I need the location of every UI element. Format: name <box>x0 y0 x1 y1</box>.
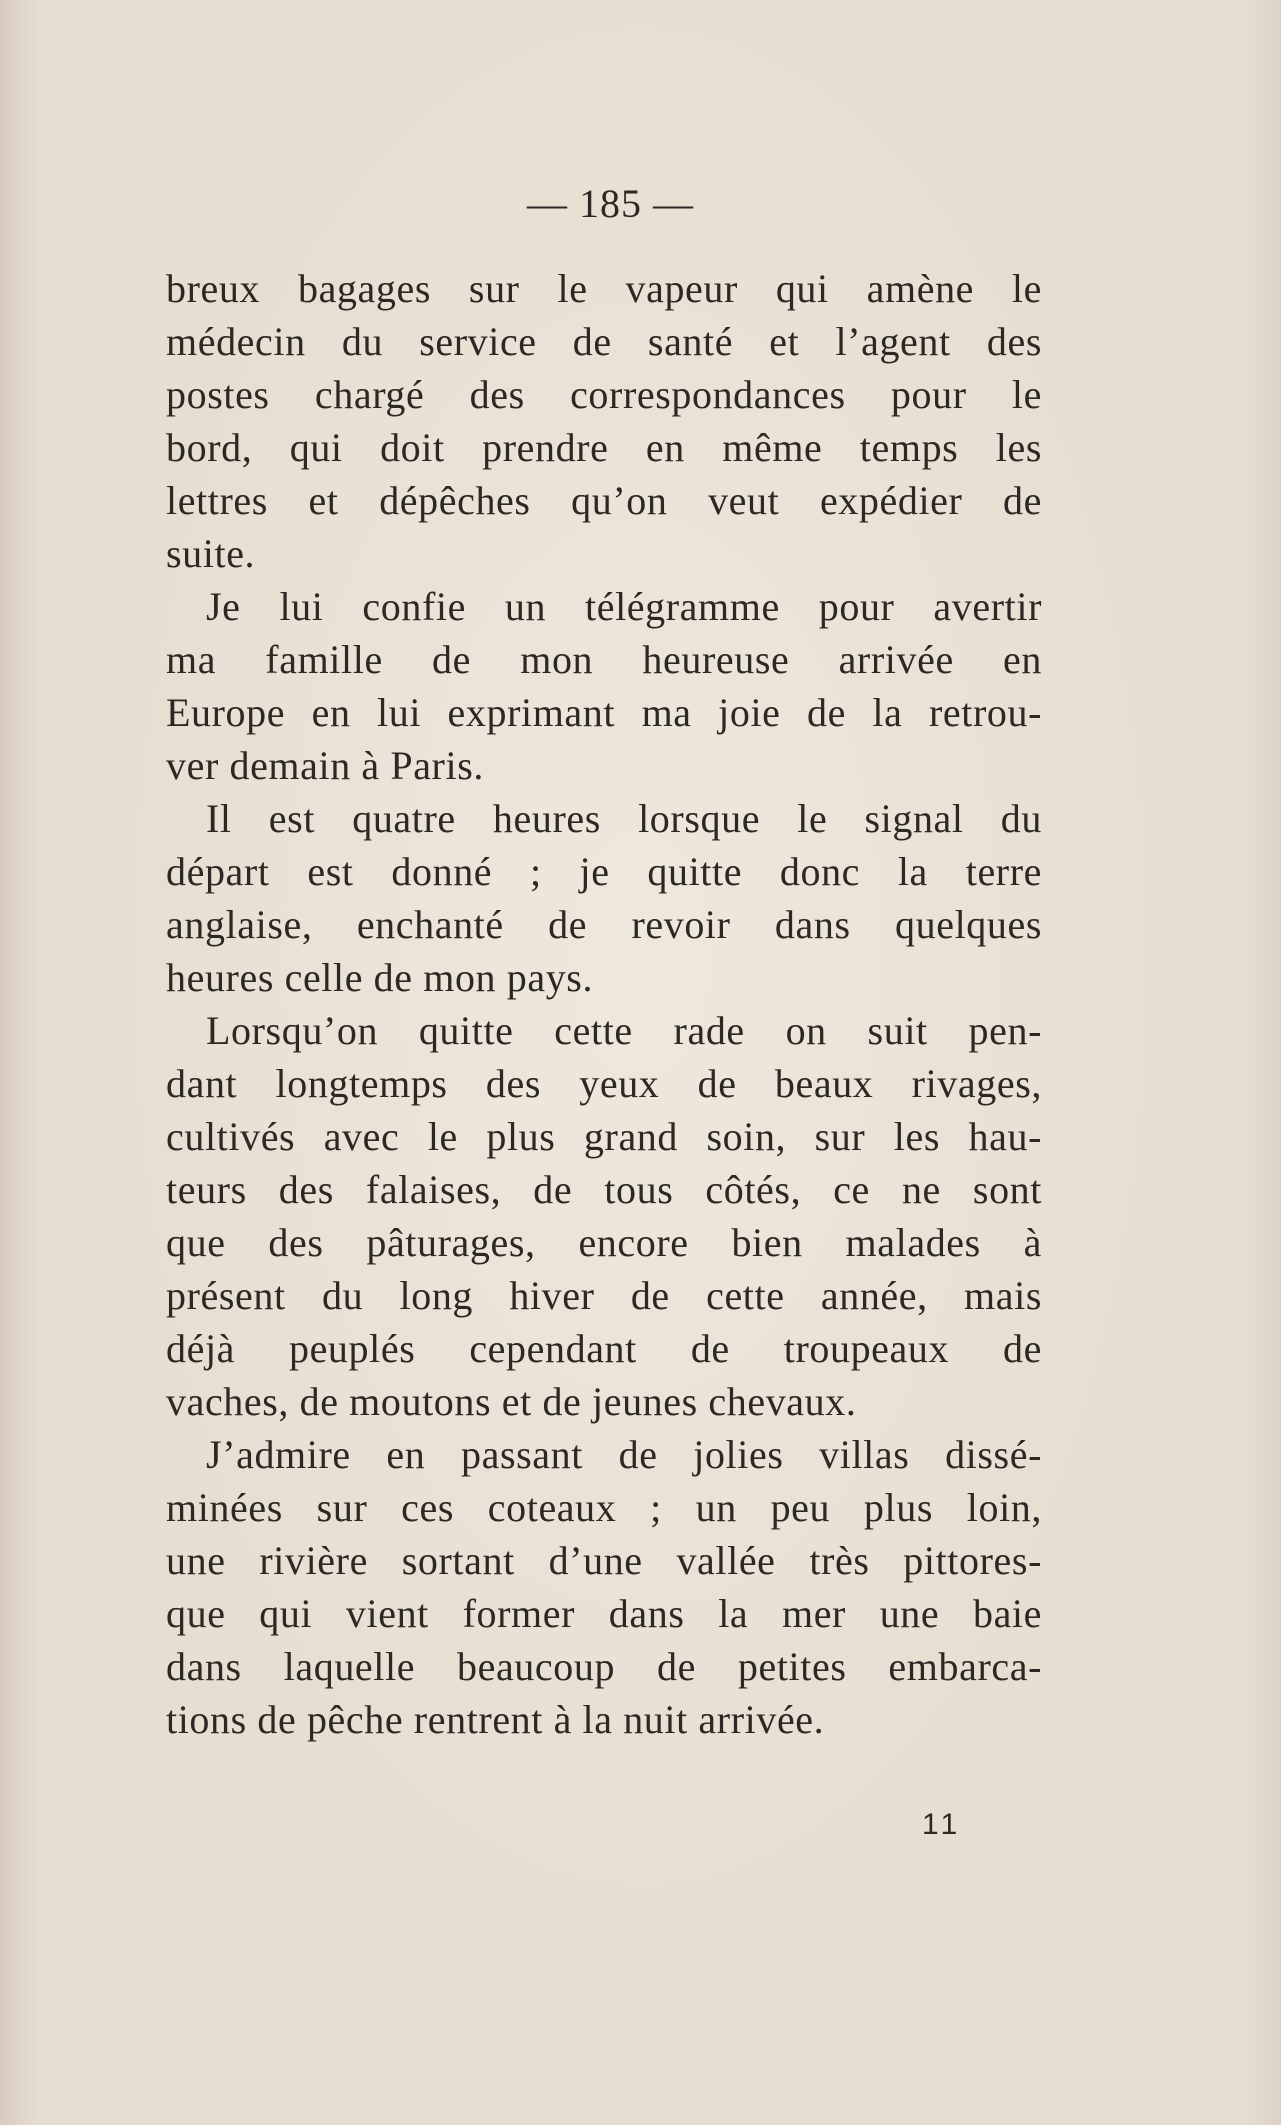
text-line: médecin du service de santé et l’agent des <box>166 319 1042 364</box>
paragraph <box>166 1004 1042 1428</box>
text-line: Lorsqu’on quitte cette rade on suit pen- <box>206 1008 1042 1053</box>
text-line: cultivés avec le plus grand soin, sur les hau- <box>166 1114 1042 1159</box>
text-line: anglaise, enchanté de revoir dans quelques <box>166 902 1042 947</box>
text-line: minées sur ces coteaux ; un peu plus loin, <box>166 1485 1042 1530</box>
text-line: ma famille de mon heureuse arrivée en <box>166 637 1042 682</box>
text-line: que qui vient former dans la mer une baie <box>166 1591 1042 1636</box>
text-line: présent du long hiver de cette année, mais <box>166 1273 1042 1318</box>
text-line: suite. <box>166 531 256 576</box>
paragraph <box>166 1428 1042 1746</box>
text-line: lettres et dépêches qu’on veut expédier de <box>166 478 1042 523</box>
text-line: heures celle de mon pays. <box>166 955 594 1000</box>
text-line: une rivière sortant d’une vallée très pittores- <box>166 1538 1042 1583</box>
text-line: dant longtemps des yeux de beaux rivages, <box>166 1061 1042 1106</box>
text-line: breux bagages sur le vapeur qui amène le <box>166 266 1042 311</box>
page-number-header: — 185 — <box>527 181 694 226</box>
text-line: dans laquelle beaucoup de petites embarca- <box>166 1644 1042 1689</box>
text-line: Il est quatre heures lorsque le signal du <box>206 796 1042 841</box>
signature-mark: 11 <box>922 1808 962 1841</box>
text-line: bord, qui doit prendre en même temps les <box>166 425 1042 470</box>
paragraph <box>166 580 1042 792</box>
text-line: Europe en lui exprimant ma joie de la retrou- <box>166 690 1042 735</box>
text-line: départ est donné ; je quitte donc la terre <box>166 849 1042 894</box>
text-line: déjà peuplés cependant de troupeaux de <box>166 1326 1042 1371</box>
body-text <box>166 262 1042 1746</box>
text-line: teurs des falaises, de tous côtés, ce ne sont <box>166 1167 1042 1212</box>
text-line: postes chargé des correspondances pour le <box>166 372 1042 417</box>
paragraph <box>166 792 1042 1004</box>
paragraph <box>166 262 1042 580</box>
text-line: ver demain à Paris. <box>166 743 484 788</box>
text-line: J’admire en passant de jolies villas dissé- <box>206 1432 1042 1477</box>
text-line: que des pâturages, encore bien malades à <box>166 1220 1042 1265</box>
text-line: Je lui confie un télégramme pour avertir <box>206 584 1042 629</box>
text-line: vaches, de moutons et de jeunes chevaux. <box>166 1379 857 1424</box>
text-line: tions de pêche rentrent à la nuit arrivée. <box>166 1697 825 1742</box>
